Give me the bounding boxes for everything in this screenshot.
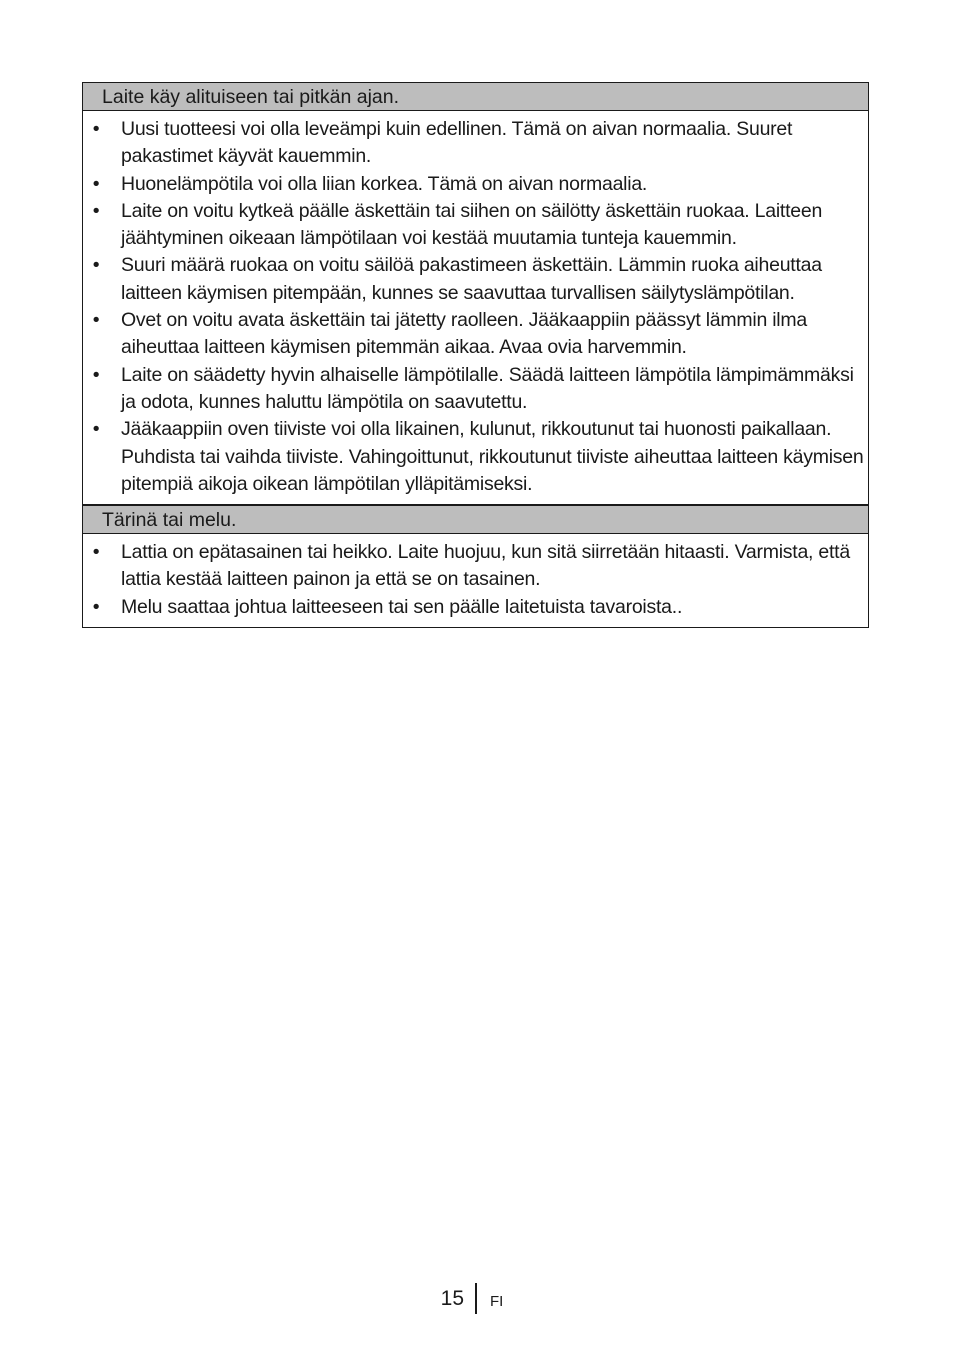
page-footer	[0, 1283, 954, 1317]
language-code: FI	[490, 1293, 504, 1310]
list-item-text: Lattia on epätasainen tai heikko. Laite huojuu, kun sitä siirretään hitaasti. Varmista, että lattia kestää laitteen painon ja että se on tasainen.	[121, 541, 850, 591]
bullet-icon: •	[92, 309, 100, 332]
page-number: 15	[440, 1287, 464, 1310]
list-item	[83, 416, 868, 498]
bullet-icon: •	[92, 118, 100, 140]
list-item	[83, 539, 868, 594]
list-item-text: Suuri määrä ruokaa on voitu säilöä pakastimeen äskettäin. Lämmin ruoka aiheuttaa laitteen käymisen pitempään, kunnes se saavuttaa turvallisen säilytyslämpötilan.	[121, 254, 822, 304]
list-item-text: Laite on säädetty hyvin alhaiselle lämpötilalle. Säädä laitteen lämpötila lämpimämmäksi ja odota, kunnes haluttu lämpötila on saavutettu.	[121, 363, 854, 413]
section-header-vibration-noise: Tärinä tai melu.	[83, 504, 868, 534]
bullet-icon: •	[92, 254, 100, 277]
bullet-icon: •	[92, 172, 100, 195]
list-item-text: Ovet on voitu avata äskettäin tai jätetty raolleen. Jääkaappiin päässyt lämmin ilma aiheuttaa laitteen käymisen pitemmän aikaa. Avaa ovia harvemmin.	[121, 309, 807, 359]
bullet-icon: •	[92, 363, 100, 386]
list-item	[83, 116, 868, 171]
section-header-continuous-running: Laite käy alituiseen tai pitkän ajan.	[83, 83, 868, 111]
bullet-icon: •	[92, 541, 100, 564]
section-body-vibration-noise	[83, 534, 868, 627]
bullet-list	[83, 539, 868, 621]
section-body-continuous-running	[83, 111, 868, 504]
list-item-text: Jääkaappiin oven tiiviste voi olla likainen, kulunut, rikkoutunut tai huonosti paikallaan. Puhdista tai vaihda tiiviste. Vahingoittunut, rikkoutunut tiiviste aiheuttaa laitteen käymisen pitempiä aikoja oikean lämpötilan ylläpitämiseksi.	[121, 418, 864, 495]
bullet-icon: •	[92, 595, 100, 618]
list-item	[83, 198, 868, 253]
bullet-icon: •	[92, 199, 100, 222]
list-item	[83, 307, 868, 362]
list-item	[83, 171, 868, 198]
troubleshooting-table	[82, 82, 869, 628]
footer-divider	[475, 1283, 477, 1314]
bullet-list	[83, 116, 868, 498]
list-item	[83, 252, 868, 307]
list-item-text: Laite on voitu kytkeä päälle äskettäin tai siihen on säilötty äskettäin ruokaa. Laitteen jäähtyminen oikeaan lämpötilaan voi kestää muutamia tunteja kauemmin.	[121, 199, 823, 250]
list-item	[83, 362, 868, 417]
list-item-text: Melu saattaa johtua laitteeseen tai sen päälle laitetuista tavaroista..	[121, 595, 683, 618]
list-item-text: Uusi tuotteesi voi olla leveämpi kuin edellinen. Tämä on aivan normaalia. Suuret pakastimet käyvät kauemmin.	[121, 118, 793, 168]
list-item	[83, 594, 868, 621]
bullet-icon: •	[92, 418, 100, 441]
list-item-text: Huonelämpötila voi olla liian korkea. Tämä on aivan normaalia.	[121, 172, 648, 195]
